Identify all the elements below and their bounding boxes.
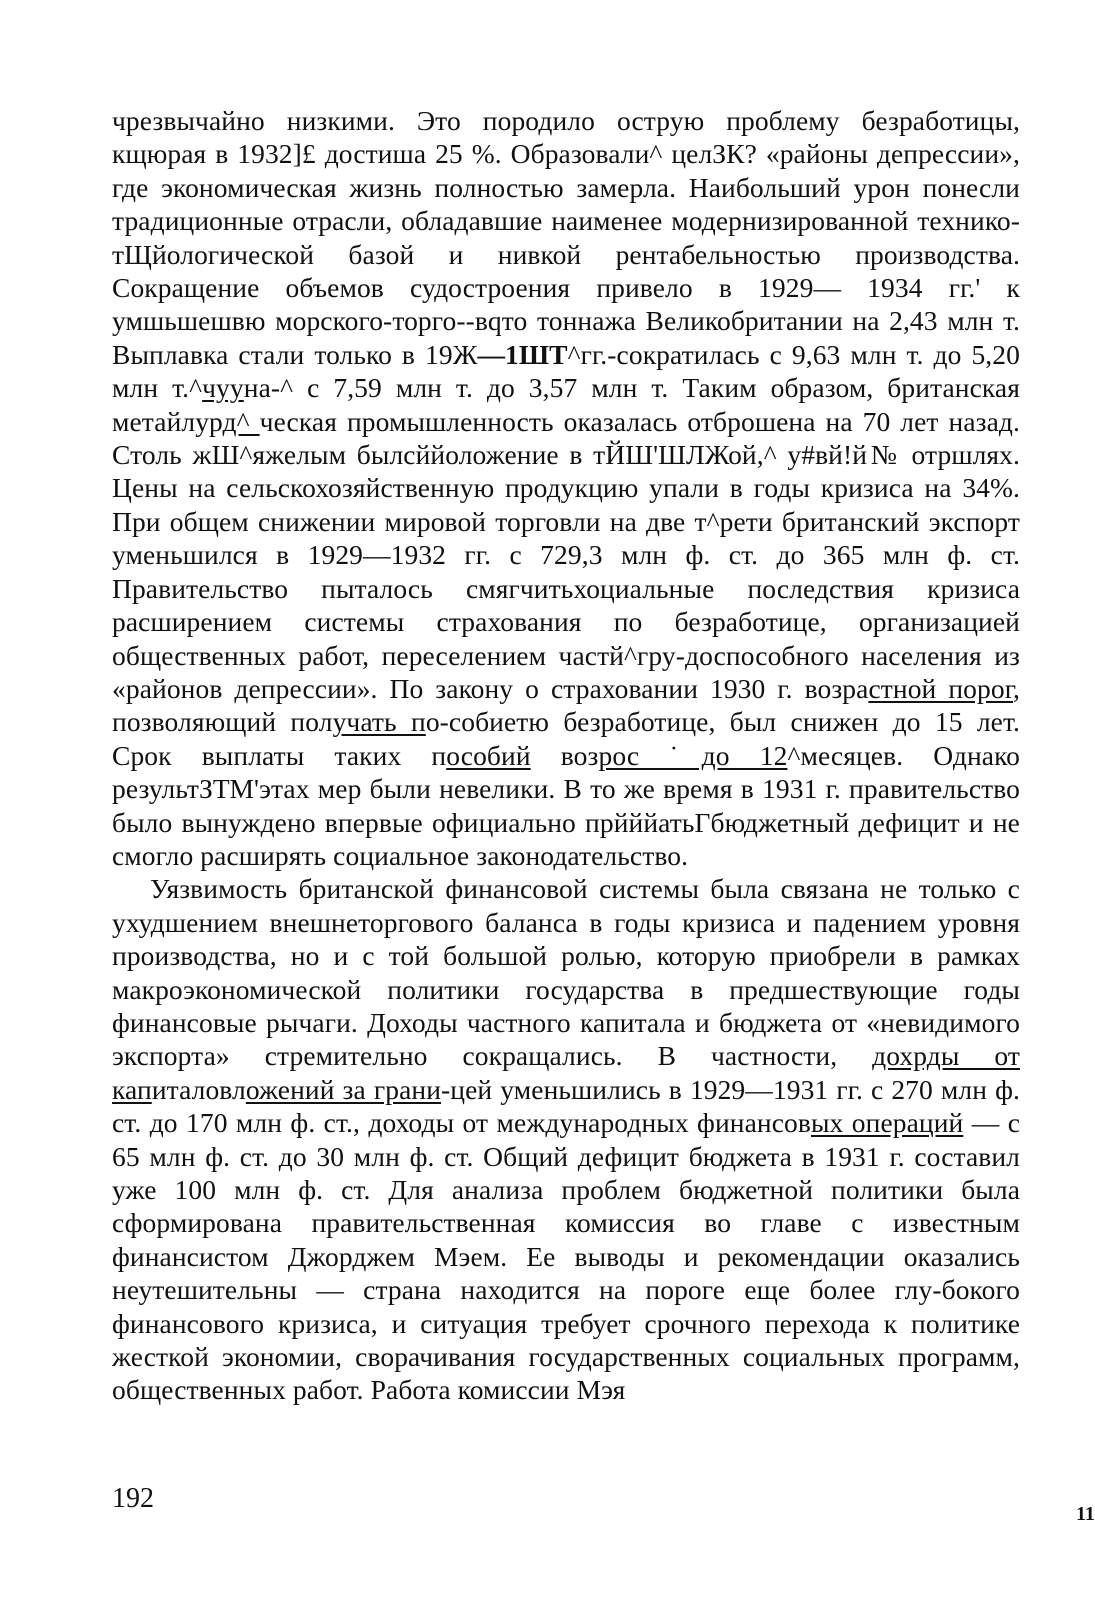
paragraph-2-underlined-fragment: ых операций [810,1107,964,1139]
paragraph-2-text: Уязвимость британской финансовой системы была связана не только с ухудшением внешнеторгового баланса в годы кризиса и падением уровня производства, но и с той большой ролью, которую приобрели в рамках макроэкономической политики государства в предшествующие годы финансовые рычаги. Доходы частного капитала и бюджета от «невидимого экспорта» стремительно сокращались. В частности, [112,873,1020,1072]
paragraph-1-underlined-fragment: д^ [222,405,260,437]
paragraph-2 [112,872,1020,1407]
paragraph-1-bold-fragment: —1ШТ [477,338,568,370]
paragraph-1-text: ^месяцев. Однако результЗТМ'этах мер были невелики. В то же время в 1931 г. правительство было вынуждено впервые официально прйййатьГбюджетный дефицит и не смогло расширять социальное законодательство. [112,739,1021,871]
paragraph-1-underlined-fragment: учать п [332,706,426,738]
body-text [112,104,1020,1407]
paragraph-1-text: чрезвычайно низкими. Это породило острую проблему безработицы, кщюрая в 1932]£ достиша 25 %. Образовали^ целЗК? «районы депрессии», где экономическая жизнь полностью замерла. Наибольший урон понесли традиционные отрасли, обладавшие наименее модернизированной технико-тЩйологической базой и нивкой рентабельностью производства. Сокращение объемов судостроения привело в 1929— 1934 гг.' к умшьшешвю морского-торго--вqто тоннажа Великобритании на 2,43 млн т. Выплавка стали только в 19Ж [112,105,1020,370]
paragraph-2-underlined-fragment: ожений за грани [245,1073,442,1105]
paragraph-2-text: — с 65 млн ф. ст. до 30 млн ф. ст. Общий дефицит бюджета в 1931 г. составил уже 100 млн ф. ст. Для анализа проблем бюджетной политики была сформирована правительственная комиссия во главе с известным финансистом Джорджем Мэем. Ее выводы и рекомендации оказались неутешительны — страна находится на пороге еще более глу-бокого финансового кризиса, и ситуация требует срочного перехода к политике жесткой экономии, сворачивания государственных социальных программ, общественных работ. Работа комиссии Мэя [112,1107,1020,1406]
paragraph-2-text: -цей уменьшились в 1929—1931 гг. с 270 млн ф. ст. до 170 млн ф. ст., доходы от международных финансов [112,1073,1020,1139]
paragraph-2-underlined-fragment: дохрды от кап [112,1040,1020,1105]
paragraph-1-underlined-fragment: особий [446,739,531,771]
paragraph-1-text: о-собиетю безработице, был снижен до 15 лет. Срок выплаты таких п [112,706,1020,771]
paragraph-1-text: воз [530,739,599,771]
paragraph-1-underlined-fragment: стной порог [868,672,1014,704]
page-number: 192 [112,1483,154,1514]
paragraph-1-text: , позволяющий пол [112,672,1020,738]
paragraph-1-underlined-fragment: рос ˙до 12 [598,739,788,771]
paragraph-1 [112,104,1020,872]
paragraph-1-underlined-fragment: чуу [202,372,244,404]
paragraph-2-text: италовл [151,1073,246,1105]
paragraph-1-text: на-^ с 7,59 млн т. до 3,57 млн т. Таким образом, британская метайлур [112,372,1020,437]
paragraph-1-text: ^гг.-сократилась с 9,63 млн т. до 5,20 млн т.^ [112,338,1020,404]
edge-mark: 11 [1076,1503,1095,1525]
paragraph-1-text: ческая промышленность оказалась отброшена на 70 лет назад. Столь жШ^яжелым былсййоложение в тЙШ'ШЛЖой,^ у#вй!й№ отршлях. Цены на сельскохозяйственную продукцию упали в годы кризиса на 34%. При общем снижении мировой торговли на две т^рети британский экспорт уменьшился в 1929—1932 гг. с 729,3 млн ф. ст. до 365 млн ф. ст. Правительство пыталось смягчитьхоциальные последствия кризиса расширением системы страхования по безработице, организацией общественных работ, переселением частй^гру-доспособного населения из «районов депрессии». По закону о страховании 1930 г. возра [112,405,1020,704]
